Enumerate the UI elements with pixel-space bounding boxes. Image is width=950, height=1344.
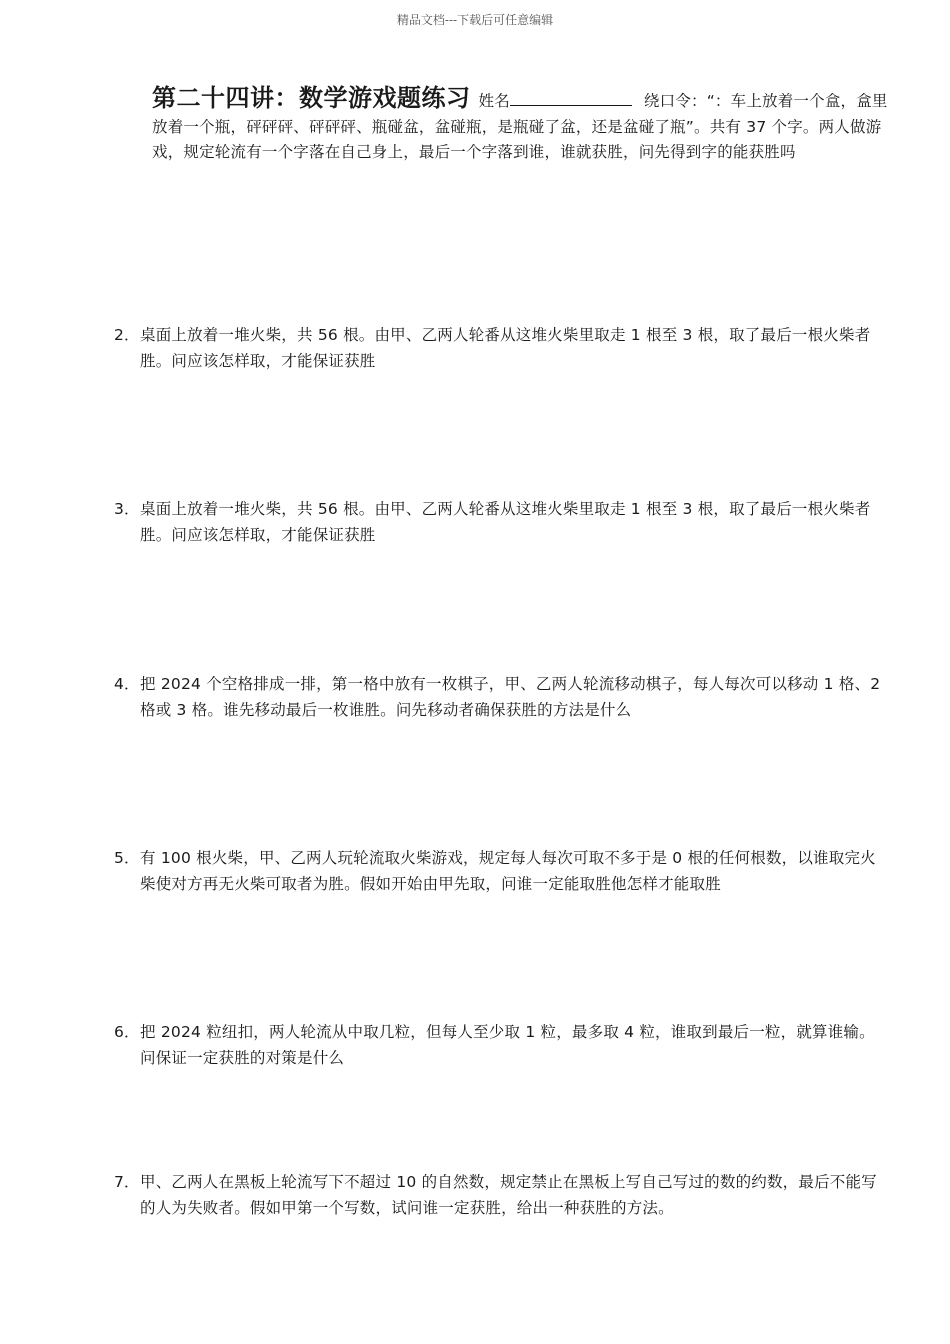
question-number: 3．: [114, 500, 140, 518]
name-blank-line: [510, 91, 632, 106]
question-number: 6．: [114, 1023, 140, 1041]
question-7: [114, 1170, 886, 1221]
question-number: 7．: [114, 1173, 140, 1191]
question-3: [114, 497, 886, 548]
page-title: 第二十四讲：数学游戏题练习: [152, 84, 471, 112]
intro-section: [152, 86, 892, 166]
question-number: 5．: [114, 849, 140, 867]
question-number: 4．: [114, 675, 140, 693]
question-1-text: 绕口令：“：车上放着一个盒，盒里放着一个瓶，砰砰砰、砰砰砰、瓶碰盆，盆碰瓶，是瓶碰了盆，还是盆碰了瓶”。共有 37 个字。两人做游戏，规定轮流有一个字落在自己身上，最后一个字落到谁，谁就获胜，问先得到字的能获胜吗: [152, 92, 888, 161]
question-text: 甲、乙两人在黑板上轮流写下不超过 10 的自然数，规定禁止在黑板上写自己写过的数的约数，最后不能写的人为失败者。假如甲第一个写数，试问谁一定获胜，给出一种获胜的方法。: [140, 1173, 877, 1217]
question-4: [114, 672, 886, 723]
question-6: [114, 1020, 886, 1071]
question-5: [114, 846, 886, 897]
question-text: 有 100 根火柴，甲、乙两人玩轮流取火柴游戏，规定每人每次可取不多于是 0 根的任何根数，以谁取完火柴使对方再无火柴可取者为胜。假如开始由甲先取，问谁一定能取胜他怎样才能取胜: [140, 849, 876, 893]
name-label: 姓名: [478, 92, 510, 110]
page-header: 精品文档---下载后可任意编辑: [396, 13, 554, 27]
question-text: 把 2024 个空格排成一排，第一格中放有一枚棋子，甲、乙两人轮流移动棋子，每人每次可以移动 1 格、2 格或 3 格。谁先移动最后一枚谁胜。问先移动者确保获胜的方法是什么: [140, 675, 881, 719]
question-text: 把 2024 粒纽扣，两人轮流从中取几粒，但每人至少取 1 粒，最多取 4 粒，谁取到最后一粒，就算谁输。问保证一定获胜的对策是什么: [140, 1023, 875, 1067]
question-2: [114, 323, 886, 374]
question-text: 桌面上放着一堆火柴，共 56 根。由甲、乙两人轮番从这堆火柴里取走 1 根至 3 根，取了最后一根火柴者胜。问应该怎样取，才能保证获胜: [140, 326, 871, 370]
question-number: 2．: [114, 326, 140, 344]
question-text: 桌面上放着一堆火柴，共 56 根。由甲、乙两人轮番从这堆火柴里取走 1 根至 3 根，取了最后一根火柴者胜。问应该怎样取，才能保证获胜: [140, 500, 871, 544]
